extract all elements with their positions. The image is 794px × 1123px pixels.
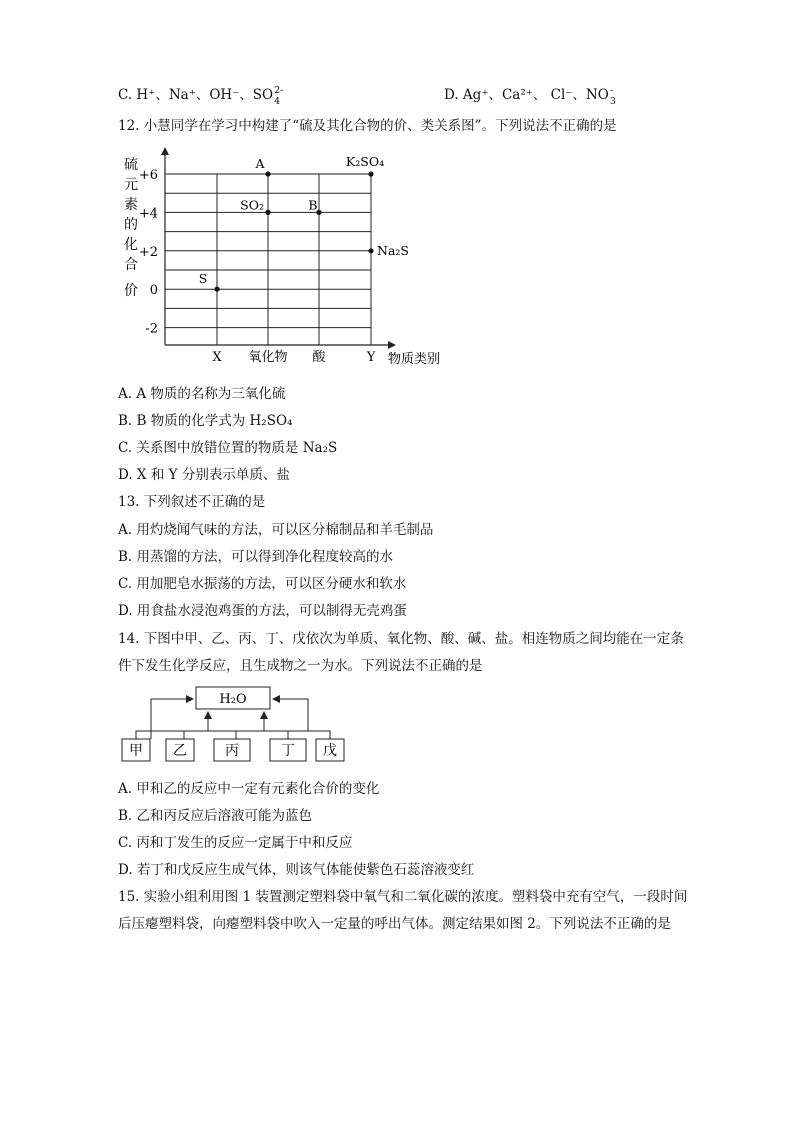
chart-point-label: A (255, 156, 265, 171)
x-tick-label: X (212, 350, 222, 365)
chart-point-label: SO₂ (240, 197, 264, 213)
q11-option-d-charge: - (609, 85, 614, 96)
x-axis-arrow (388, 341, 396, 349)
q13-option-a: A. 用灼烧闻气味的方法，可以区分棉制品和羊毛制品 (118, 522, 434, 538)
q15-stem-line2: 后压瘪塑料袋，向瘪塑料袋中吹入一定量的呼出气体。测定结果如图 2。下列说法不正确的是 (118, 916, 671, 932)
chart-point (214, 287, 219, 292)
connector-jia (136, 731, 151, 739)
q12-option-c: C. 关系图中放错位置的物质是 Na₂S (118, 440, 338, 456)
q14-stem-line2: 件下发生化学反应，且生成物之一为水。下列说法不正确的是 (118, 658, 483, 674)
q11-option-d (444, 85, 617, 107)
connector-jia-yi (151, 731, 184, 739)
connector-bing-ding (264, 731, 288, 739)
arrow-jia-yi (151, 699, 192, 739)
y-axis-label-char: 素 (124, 197, 138, 213)
arrow-yi-bing (184, 713, 208, 731)
chart-point-label: S (198, 271, 208, 287)
x-tick-label: 氧化物 (248, 350, 288, 365)
q14-option-a: A. 甲和乙的反应中一定有元素化合价的变化 (118, 781, 380, 797)
y-tick-label: +6 (138, 168, 158, 183)
q14-option-b: B. 乙和丙反应后溶液可能为蓝色 (118, 808, 313, 824)
q12-option-d: D. X 和 Y 分别表示单质、盐 (118, 467, 290, 483)
chart-point (265, 210, 270, 215)
q12-valence-chart (118, 145, 478, 375)
q12-option-a: A. A 物质的名称为三氧化硫 (118, 386, 286, 402)
q14-option-c: C. 丙和丁发生的反应一定属于中和反应 (118, 835, 353, 851)
x-tick-label: 酸 (312, 350, 326, 365)
q11-option-c-charge: 2- (274, 85, 284, 96)
connector-wu (308, 731, 330, 739)
q12-option-b: B. B 物质的化学式为 H₂SO₄ (118, 413, 293, 429)
q11-option-c-ion (273, 85, 284, 107)
y-tick-label: 0 (149, 283, 158, 299)
q11-option-c-text: C. H⁺、Na⁺、OH⁻、SO (118, 87, 274, 103)
connector-yi-bing (208, 731, 236, 739)
y-axis-label-char: 化 (124, 237, 138, 253)
x-tick-label: Y (366, 350, 376, 365)
chart-point (368, 248, 373, 253)
substance-box-label: 戊 (323, 743, 337, 759)
chart-points (199, 154, 409, 292)
substance-box-label: 丁 (281, 743, 295, 759)
arrow-ding-wu (274, 699, 308, 731)
x-tick-labels (212, 349, 375, 365)
substance-boxes (122, 739, 344, 761)
q14-reaction-diagram (118, 685, 358, 765)
q14-stem-line1: 14. 下图中甲、乙、丙、丁、戊依次为单质、氧化物、酸、碱、盐。相连物质之间均能在一定条 (118, 631, 684, 647)
arrow-bing-ding (236, 713, 264, 731)
y-axis-label-char: 价 (124, 283, 138, 299)
y-axis-label-char: 合 (124, 257, 138, 273)
chart-point (265, 171, 270, 176)
y-axis-label-char: 的 (124, 217, 138, 233)
y-tick-label: +4 (138, 206, 158, 222)
substance-box-label: 丙 (225, 743, 239, 759)
y-axis-label (124, 157, 138, 299)
q12-stem: 12. 小慧同学在学习中构建了“硫及其化合物的价、类关系图”。下列说法不正确的是 (118, 118, 617, 134)
q13-option-c: C. 用加肥皂水振荡的方法，可以区分硬水和软水 (118, 576, 407, 592)
q13-stem: 13. 下列叙述不正确的是 (118, 494, 266, 510)
q13-option-d: D. 用食盐水浸泡鸡蛋的方法，可以制得无壳鸡蛋 (118, 603, 407, 619)
y-tick-label: +2 (138, 244, 158, 260)
q11-option-c-sub: 4 (274, 96, 281, 107)
water-box-label: H₂O (219, 692, 247, 707)
substance-box-label: 甲 (129, 743, 143, 759)
chart-point (368, 171, 373, 176)
y-axis-label-char: 硫 (124, 157, 138, 173)
substance-box-label: 乙 (173, 743, 187, 759)
q11-option-d-sub: 3 (609, 96, 616, 107)
x-axis-label: 物质类别 (388, 352, 441, 367)
q14-option-d: D. 若丁和戊反应生成气体，则该气体能使紫色石蕊溶液变红 (118, 862, 475, 878)
q13-option-b: B. 用蒸馏的方法，可以得到净化程度较高的水 (118, 549, 394, 565)
y-tick-labels (139, 168, 158, 337)
chart-grid (165, 174, 371, 345)
q11-option-d-ion (609, 85, 617, 107)
chart-point-label: B (308, 197, 318, 213)
chart-point-label: Na₂S (377, 242, 409, 258)
y-axis-arrow (161, 147, 169, 155)
chart-point-label: K₂SO₄ (345, 154, 385, 169)
y-axis-label-char: 元 (124, 177, 138, 193)
y-tick-label: -2 (145, 321, 158, 337)
q15-stem-line1: 15. 实验小组利用图 1 装置测定塑料袋中氧气和二氧化碳的浓度。塑料袋中充有空气，一段时间 (118, 889, 688, 905)
q11-option-c (118, 85, 284, 107)
q11-option-d-text: D. Ag⁺、Ca²⁺、 Cl⁻、NO (444, 87, 609, 103)
